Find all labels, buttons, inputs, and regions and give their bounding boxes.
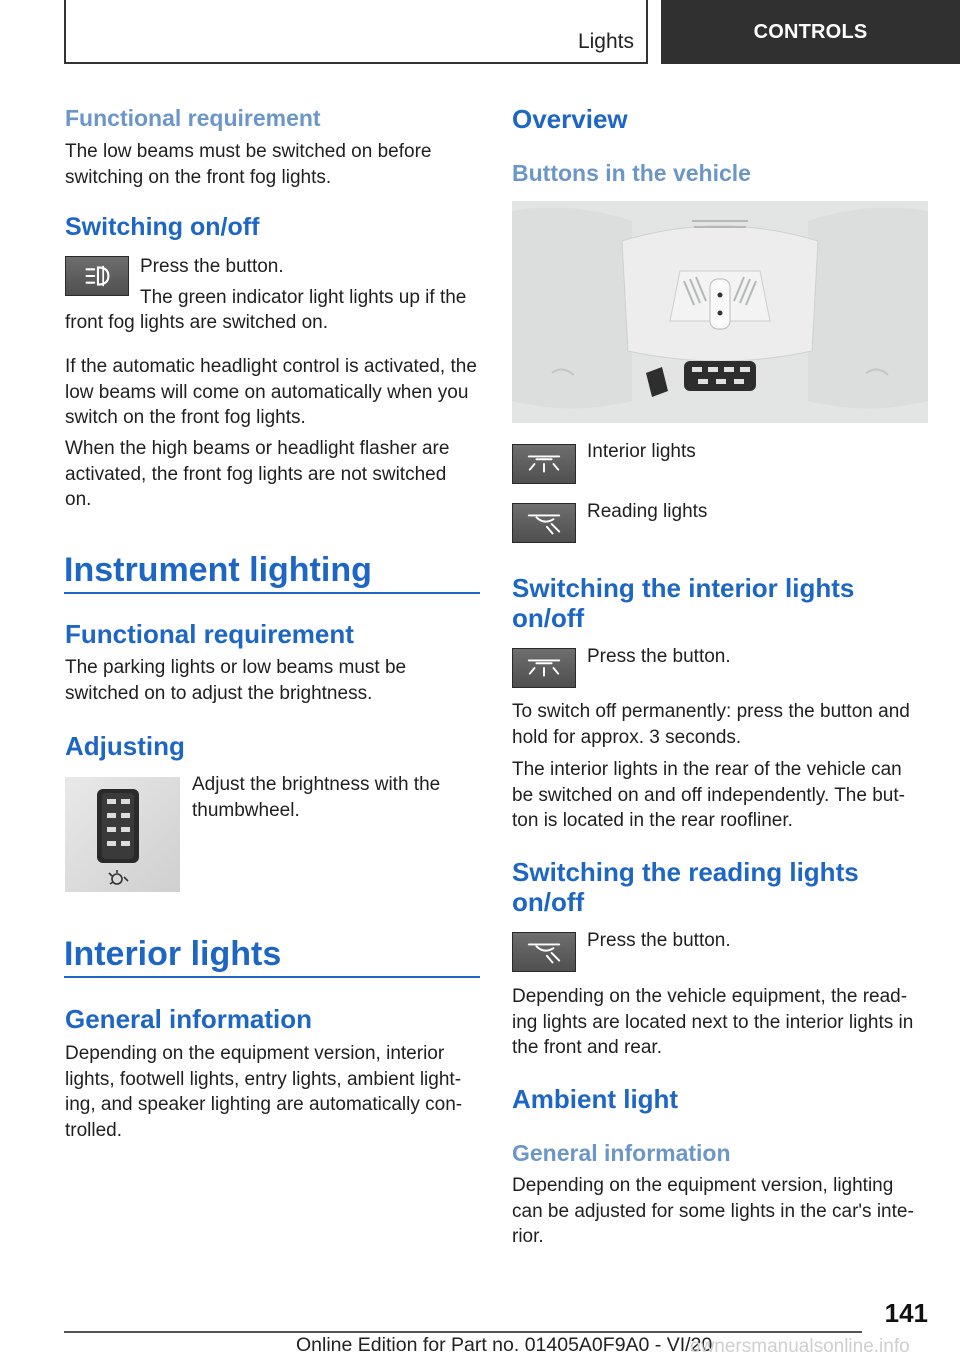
heading-adjusting: Adjusting: [65, 731, 185, 761]
heading-functional-requirement: Functional requirement: [65, 105, 321, 131]
section-title: Lights: [577, 30, 634, 53]
heading-overview: Overview: [512, 104, 628, 134]
paragraph-press-button-3: Press the button.: [587, 930, 731, 951]
header-frame: [64, 0, 648, 64]
overhead-console-photo: [512, 201, 928, 423]
page-number: 141: [884, 1298, 928, 1328]
paragraph-green-indicator-cont: front fog lights are switched on.: [65, 312, 328, 333]
paragraph-green-indicator: The green indicator light lights up if the: [140, 287, 467, 308]
interior-light-icon: [512, 444, 576, 484]
fog-light-icon: [65, 256, 129, 296]
paragraph-general-information: Depending on the equipment version, interior lights, footwell lights, entry lights, ambient lighting, and speaker lighting are automatically controlled.: [65, 1043, 463, 1141]
edition-note: Online Edition for Part no. 01405A0F9A0 - VI/20: [296, 1334, 713, 1356]
watermark: ownersmanualsonline.info: [690, 1336, 910, 1357]
footer-rule: [64, 1331, 862, 1333]
heading-instrument-lighting: Instrument lighting: [64, 551, 372, 589]
thumbwheel-icon: [65, 777, 180, 892]
heading-general-information-2: General information: [512, 1140, 731, 1166]
label-reading-lights: Reading lights: [587, 501, 708, 522]
label-interior-lights: Interior lights: [587, 441, 696, 462]
heading-interior-lights: Interior lights: [64, 935, 282, 973]
paragraph-fog-requirement: The low beams must be switched on before switching on the front fog lights.: [65, 141, 432, 188]
paragraph-rear-interior-lights: The interior lights in the rear of the vehicle can be switched on and off independently. The button is located in the rear roofliner.: [512, 759, 905, 831]
reading-light-icon: [512, 932, 576, 972]
heading-functional-requirement-2: Functional requirement: [65, 619, 354, 649]
reading-light-icon: [512, 503, 576, 543]
heading-switching-on-off: Switching on/off: [65, 213, 260, 241]
paragraph-automatic-control: If the automatic headlight control is activated, the low beams will come on automatically when you switch on the front fog lights.: [65, 356, 477, 428]
heading-general-information: General information: [65, 1004, 313, 1034]
chapter-tab: CONTROLS: [661, 0, 960, 64]
paragraph-press-button-2: Press the button.: [587, 646, 731, 667]
paragraph-adjust-brightness: Adjust the brightness with the thumbwheel.: [192, 774, 441, 821]
heading-ambient-light: Ambient light: [512, 1084, 679, 1114]
heading-switching-reading-lights: Switching the reading lights on/off: [512, 857, 859, 917]
interior-light-icon: [512, 648, 576, 688]
paragraph-reading-lights-location: Depending on the vehicle equipment, the reading lights are located next to the interior lights in the front and rear.: [512, 986, 914, 1058]
heading-rule: [64, 976, 480, 978]
paragraph-high-beams: When the high beams or headlight flasher are activated, the front fog lights are not switched on.: [65, 438, 450, 510]
heading-switching-interior-lights: Switching the interior lights on/off: [512, 573, 855, 633]
heading-rule: [64, 592, 480, 594]
paragraph-parking-lights: The parking lights or low beams must be switched on to adjust the brightness.: [65, 657, 407, 704]
paragraph-ambient-general: Depending on the equipment version, lighting can be adjusted for some lights in the car's interior.: [512, 1175, 914, 1247]
paragraph-press-button: Press the button.: [140, 256, 284, 277]
paragraph-switch-off-permanently: To switch off permanently: press the button and hold for approx. 3 seconds.: [512, 701, 910, 748]
heading-buttons-in-vehicle: Buttons in the vehicle: [512, 160, 751, 186]
